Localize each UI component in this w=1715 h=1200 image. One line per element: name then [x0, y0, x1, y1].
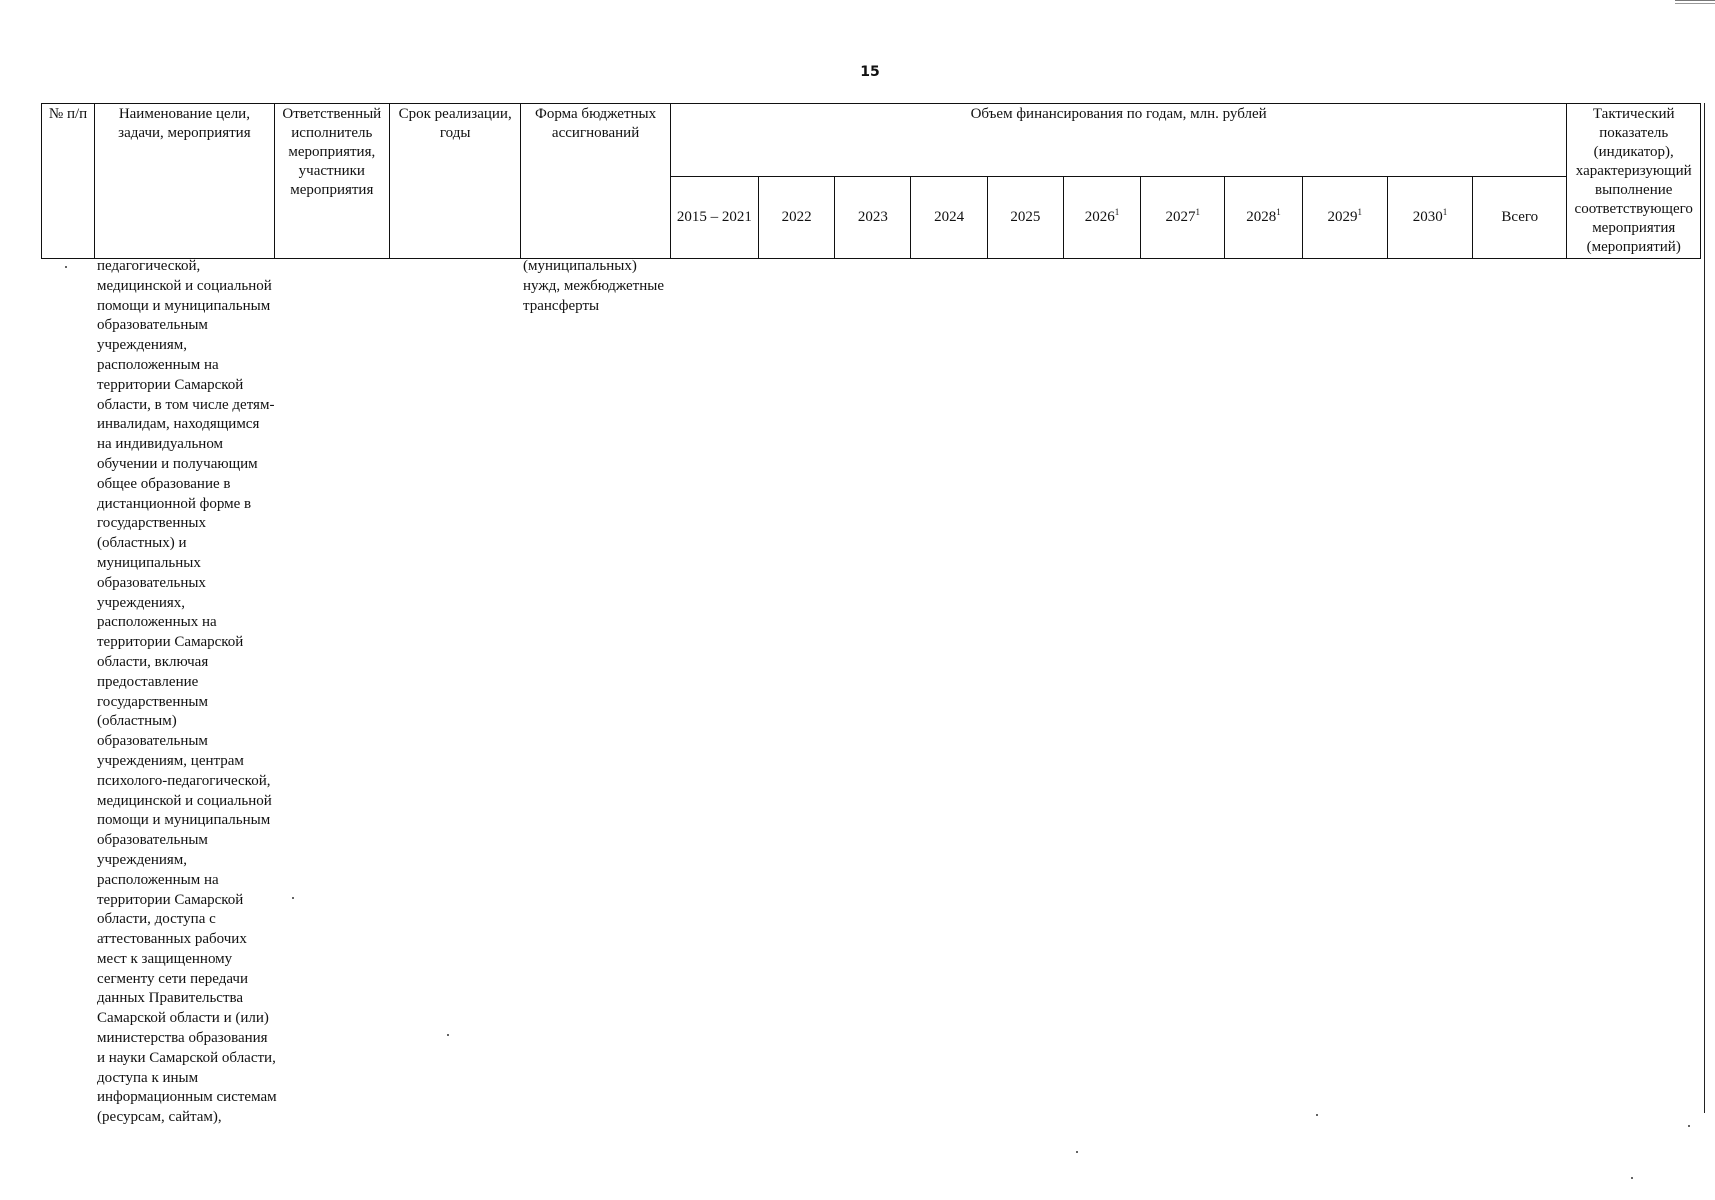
header-name: Наименование цели, задачи, мероприятия	[95, 104, 275, 259]
header-term: Срок реализации, годы	[389, 104, 520, 259]
scan-speck	[1688, 1125, 1690, 1127]
header-responsible: Ответственный исполнитель мероприятия, участники мероприятия	[274, 104, 389, 259]
scan-speck	[1316, 1114, 1318, 1116]
header-number: № п/п	[42, 104, 95, 259]
scan-speck	[1631, 1177, 1633, 1179]
year-header: 2025	[987, 176, 1063, 258]
year-header: 2030$^1$	[1387, 176, 1472, 258]
year-header: 2027$^1$	[1141, 176, 1225, 258]
measure-name-continuation: педагогической, медицинской и социальной помощи и муниципальным образовательным учреждениям, расположенным на территории Самарской области, в том числе детям-инвалидам, находящимся на индивидуальном обучении и получающим общее образование в дистанционной форме в государственных (областных) и муниципальных образовательных учреждениях, расположенных на территории Самарской области, включая предоставление государственным (областным) образовательным учреждениям, центрам психолого-педагогической, медицинской и социальной помощи и муниципальным образовательным учреждениям, расположенным на территории Самарской области, доступа с аттестованных рабочих мест к защищенному сегменту сети передачи данных Правительства Самарской области и (или) министерства образования и науки Самарской области, доступа к иным информационным системам (ресурсам, сайтам),	[97, 258, 277, 1126]
year-header: 2023	[835, 176, 911, 258]
scan-edge-mark	[1675, 0, 1715, 1]
year-header: 2022	[759, 176, 835, 258]
budget-form-continuation: (муниципальных) нужд, межбюджетные трансферты	[523, 258, 664, 314]
year-header: 2026$^1$	[1063, 176, 1140, 258]
scan-speck	[1076, 1151, 1078, 1153]
year-header: 2024	[911, 176, 987, 258]
header-indicator: Тактический показатель (индикатор), характеризующий выполнение соответствующего мероприятия (мероприятий)	[1567, 104, 1701, 259]
header-funding: Объем финансирования по годам, млн. рублей	[670, 104, 1567, 177]
header-form: Форма бюджетных ассигнований	[521, 104, 670, 259]
year-header: 2028$^1$	[1225, 176, 1302, 258]
year-header: 2029$^1$	[1302, 176, 1387, 258]
year-header: 2015 – 2021	[670, 176, 758, 258]
scan-edge-mark	[1675, 3, 1715, 4]
scan-speck	[292, 897, 294, 899]
funding-table-header	[41, 103, 1701, 259]
page-number: 15	[860, 64, 880, 80]
table-right-border	[1704, 103, 1705, 1113]
scan-speck	[65, 266, 67, 268]
scan-speck	[447, 1034, 449, 1036]
total-header: Всего	[1473, 176, 1567, 258]
